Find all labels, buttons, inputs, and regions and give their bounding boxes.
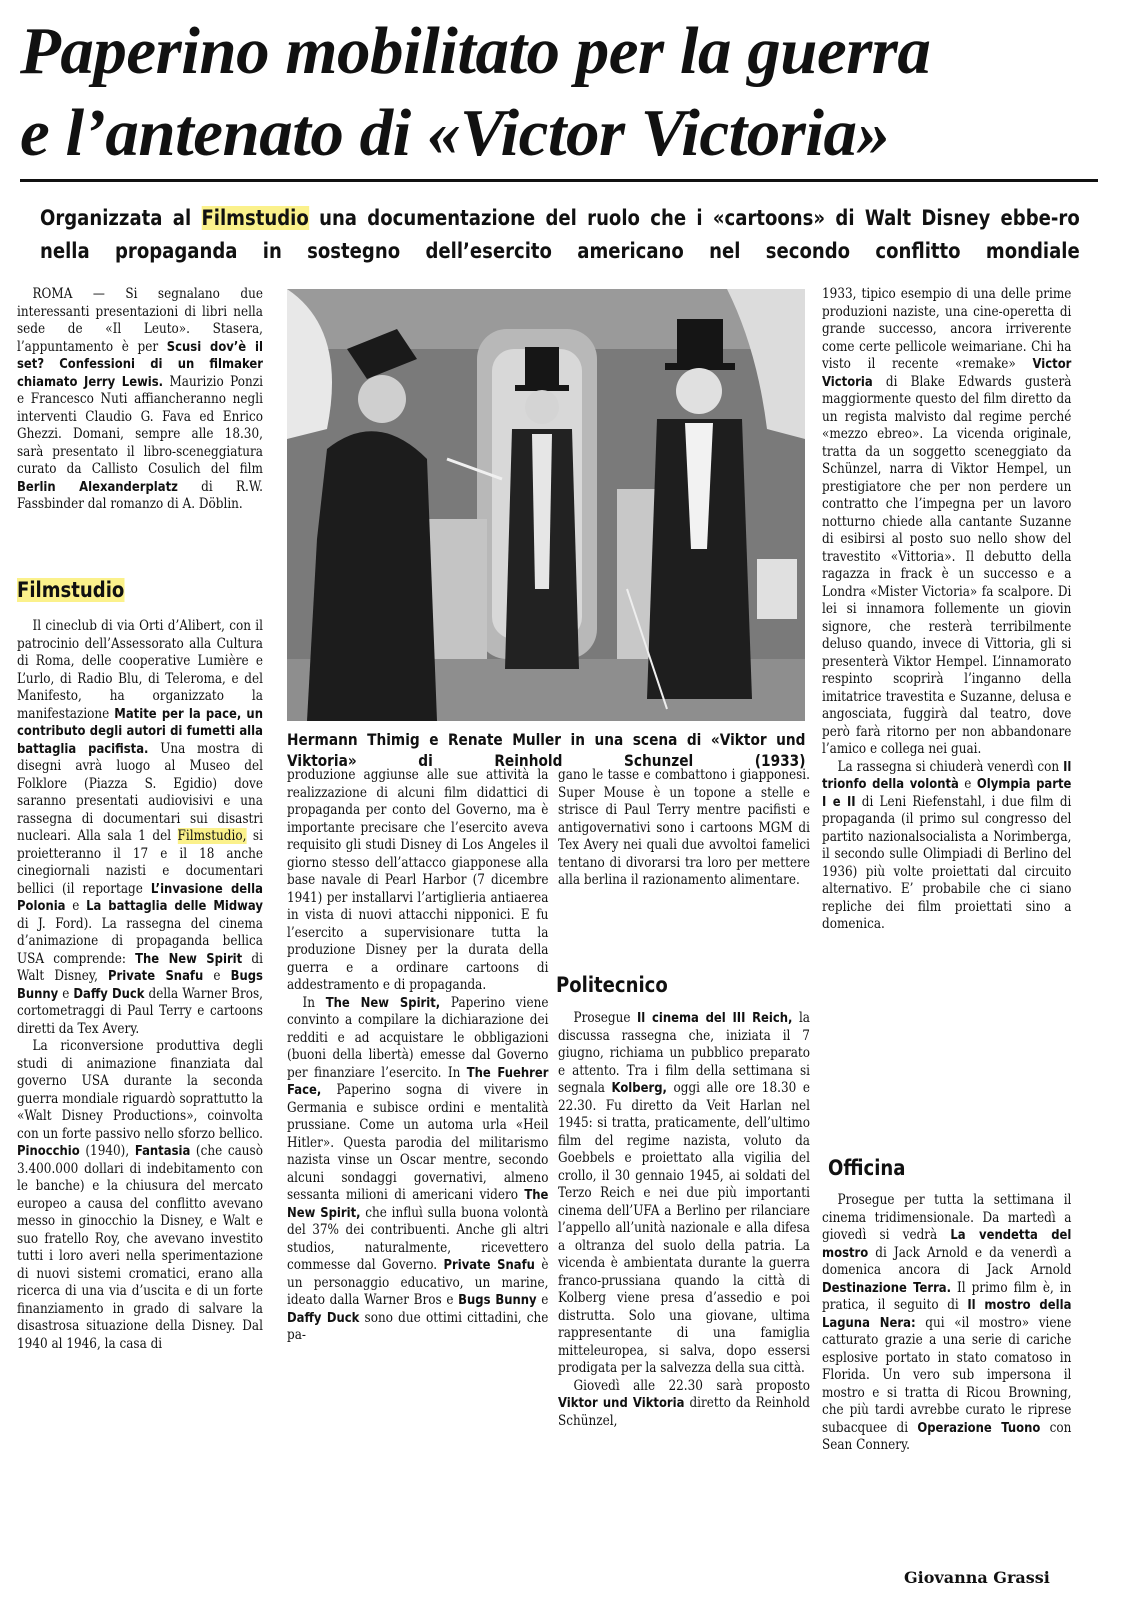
filmstudio-column-3 [558, 767, 810, 890]
politecnico-paragraph-4: La rassegna si chiuderà venerdì con Il trionfo della volontà e Olympia parte I e II di Leni Riefenstahl, i due film di propaganda (il primo sul congresso del partito nazionalsocialista a Norimberga, il secondo sulle Olimpiadi di Berlino del 1936) più volte proiettati dal circuito alternativo. E’ probabile che ci siano repliche dei film proiettati sino a domenica. [822, 758, 1072, 932]
intro-column [17, 286, 263, 514]
section-heading-politecnico: Politecnico [556, 973, 668, 997]
intro-paragraph: ROMA — Si segnalano due interessanti presentazioni di libri nella sede de «Il Leuto». Stasera, l’appuntamento è per Scusi dov’è il set? Confessioni di un filmaker chiamato Jerry Lewis. Maurizio Ponzi e Francesco Nuti affiancheranno negli interventi Claudio G. Fava ed Enrico Ghezzi. Domani, sempre alle 18.30, sarà presentato il libro-sceneggiatura curato da Callisto Cosulich del film Berlin Alexanderplatz di R.W. Fassbinder dal romanzo di A. Döblin. [17, 286, 263, 512]
filmstudio-column [17, 618, 263, 1353]
filmstudio-paragraph-4: In The New Spirit, Paperino viene convinto a compilare la dichiarazione dei redditi e ad acquistare le obbligazioni (buoni della libertà) emesse dal Governo per finanziare l’esercito. In The Fuehrer Face, Paperino sogna di vivere in Germania e subisce ordini e mentalità prussiane. Come un automa urla «Heil Hitler». Questa parodia del militarismo nazista vinse un Oscar mentre, secondo alcuni sondaggi governativi, almeno sessanta milioni di americani videro The New Spirit, che influì sulla buona volontà del 37% dei contribuenti. Anche gli altri studios, naturalmente, ricevettero commesse dal Governo. Private Snafu è un personaggio educativo, un marine, ideato dalla Warner Bros e Bugs Bunny e Daffy Duck sono due ottimi cittadini, che pa- [287, 994, 549, 1343]
officina-paragraph: Prosegue per tutta la settimana il cinema tridimensionale. Da martedì a giovedì si vedrà La vendetta del mostro di Jack Arnold e da venerdì a domenica ancora di Jack Arnold Destinazione Terra. Il primo film è, in pratica, il seguito di Il mostro della Laguna Nera: qui «il mostro» viene catturato grazie a una serie di cariche esplosive portato in stato comatoso in Florida. Un vero sub impersona il mostro e si tratta di Ricou Browning, che più tardi avrebbe curato le riprese subacquee di Operazione Tuono con Sean Connery. [822, 1192, 1072, 1453]
politecnico-paragraph-2: Giovedì alle 22.30 sarà proposto Viktor und Viktoria diretto da Reinhold Schünzel, [558, 1377, 810, 1429]
politecnico-column-2 [822, 286, 1071, 934]
film-still-photo [287, 289, 805, 721]
politecnico-column [558, 1010, 810, 1430]
headline-line-1: Paperino mobilitato per la guerra [20, 14, 931, 88]
politecnico-paragraph-3: 1933, tipico esempio di una delle prime produzioni naziste, una cine-operetta di grande successo, ancora irriverente come certe pellicole weimariane. Chi ha visto il recente «remake» Victor Victoria di Blake Edwards gusterà maggiormente questo del film diretto da un regista malvisto dal regime perché «mezzo ebreo». La vicenda originale, tratta da un soggetto sceneggiato da Schünzel, narra di Viktor Hempel, un prestigiatore che per non perdere un contratto che l’impegna per un lavoro notturno chiede alla cantante Suzanne di esibirsi al posto suo nello show del travestito «Vittoria». Il debutto della ragazza in frack è un successo e a Londra «Mister Victoria» fa scalpore. Di lei si innamora follemente un giovin signore, che resterà terribilmente deluso quando, invece di Vittoria, gli si presenterà Viktor Hempel. L’innamorato respinto scoprirà l’inganno della imitatrice travestita e Suzanne, delusa e angosciata, fuggirà dal teatro, dove però farà ritorno per non abbandonare l’amico e collega nei guai. [822, 286, 1072, 757]
officina-column [822, 1192, 1071, 1455]
photo-caption: Hermann Thimig e Renate Muller in una scena di «Viktor und Viktoria» di Reinhold Schunzel (1933) [287, 730, 806, 770]
filmstudio-paragraph-1: Il cineclub di via Orti d’Alibert, con il patrocinio dell’Assessorato alla Cultura di Roma, delle cooperative Lumière e L’urlo, di Radio Blu, di Teleroma, e del Manifesto, ha organizzato la manifestazione Matite per la pace, un contributo degli autori di fumetti alla battaglia pacifista. Una mostra di disegni avrà luogo al Museo del Folklore (Piazza S. Egidio) dove saranno presentati audiovisivi e una rassegna di documentari sui disastri nucleari. Alla sala 1 del Filmstudio, si proietteranno il 17 e il 18 anche cinegiornali nazisti e documentari bellici (il reportage L’invasione della Polonia e La battaglia delle Midway di J. Ford). La rassegna del cinema d’animazione di propaganda bellica USA comprende: The New Spirit di Walt Disney, Private Snafu e Bugs Bunny e Daffy Duck della Warner Bros, cortometraggi di Paul Terry e cartoons diretti da Tex Avery. [17, 618, 263, 1037]
politecnico-paragraph-1: Prosegue Il cinema del III Reich, la discussa rassegna che, iniziata il 7 giugno, richiama un pubblico preparato e attento. Tra i film della settimana si segnala Kolberg, oggi alle ore 18.30 e 22.30. Fu diretto da Veit Harlan nel 1945: si tratta, praticamente, dell’ultimo film del regime nazista, voluto da Goebbels e proiettato alla vigilia del crollo, il 30 gennaio 1945, ai soldati del Terzo Reich e nei due più importanti cinema dell’UFA a Berlino per rilanciare l’appello all’unità nazionale e alla difesa a oltranza del suolo della patria. La vicenda è ambientata durante la guerra franco-prussiana quando la città di Kolberg viene presa d’assedio e poi distrutta. Solo una giovane, ultima rappresentante di una famiglia mitteleuropea, si salva, dopo essersi prodigata per la salvezza della sua città. [558, 1010, 810, 1376]
section-heading-officina: Officina [828, 1156, 906, 1180]
section-heading-filmstudio: Filmstudio [17, 578, 125, 602]
headline [20, 10, 1100, 174]
filmstudio-paragraph-3: produzione aggiunse alle sue attività la realizzazione di alcuni film didattici di propaganda per conto del Governo, ma è importante precisare che l’esercito aveva requisito gli studi Disney di Los Angeles il giorno stesso dell’attacco giapponese alla base navale di Pearl Harbor (7 dicembre 1941) per installarvi l’artiglieria antiaerea in vista di nuovi attacchi nipponici. E fu l’esercito a supervisionare tutta la produzione Disney per la durata della guerra e a ordinare cartoons di addestramento e di propaganda. [287, 767, 549, 993]
author-byline: Giovanna Grassi [904, 1568, 1050, 1587]
headline-line-2: e l’antenato di «Victor Victoria» [20, 96, 890, 170]
filmstudio-paragraph-5: gano le tasse e combattono i giapponesi. Super Mouse è un topone a stelle e strisce di Paul Terry mentre pacifisti e antigovernativi sono i cartoons MGM di Tex Avery nei quali due avvoltoi famelici tentano di divorarsi tra loro per mettere alla berlina il razionamento alimentare. [558, 767, 810, 888]
deck-highlight: Filmstudio [201, 206, 309, 230]
headline-rule [20, 179, 1098, 182]
deck-subtitle: Organizzata al Filmstudio una documentazione del ruolo che i «cartoons» di Walt Disney ebbe-ro nella propaganda in sostegno dell’esercito americano nel secondo conflitto mondiale [40, 206, 1080, 263]
filmstudio-paragraph-2: La riconversione produttiva degli studi di animazione finanziata dal governo USA durante la seconda guerra mondiale riguardò soprattutto la «Walt Disney Productions», coinvolta con un forte passivo nello sforzo bellico. Pinocchio (1940), Fantasia (che causò 3.400.000 dollari di indebitamento con le banche) e la chiusura del mercato europeo a causa del conflitto avevano messo in ginocchio la Disney, e Walt e suo fratello Roy, che avevano investito tutti i loro averi nella sperimentazione di nuovi sistemi cromatici, erano alla ricerca di una via d’uscita e di un forte finanziamento in grado di salvare la disastrosa situazione della Disney. Dal 1940 al 1946, la casa di [17, 1038, 263, 1352]
filmstudio-column-2 [287, 767, 548, 1345]
